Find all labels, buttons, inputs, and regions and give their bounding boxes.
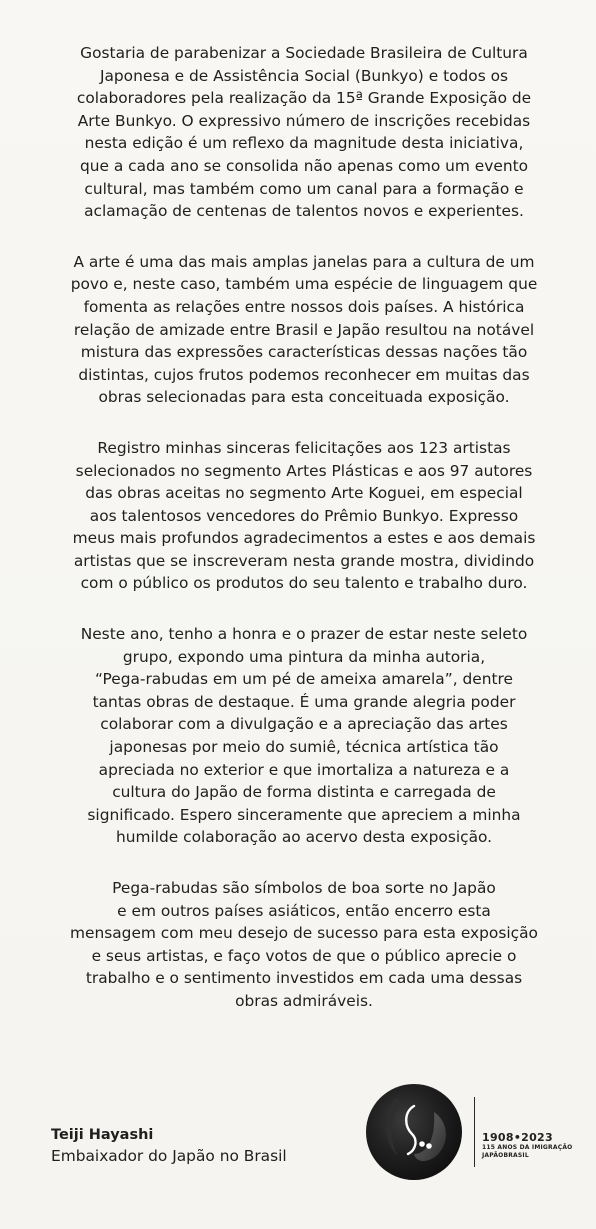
paragraph-line: cultural, mas também como um canal para a formação e xyxy=(84,179,524,198)
paragraph-line: Japonesa e de Assistência Social (Bunkyo) e todos os xyxy=(99,66,509,85)
logo-dot xyxy=(419,1141,425,1147)
paragraph-line: cultura do Japão de forma distinta e carregada de xyxy=(112,783,496,802)
paragraph-line: relação de amizade entre Brasil e Japão resultou na notável xyxy=(73,320,535,339)
paragraph xyxy=(34,877,574,1013)
paragraph-line: colaborar com a divulgação e a apreciação das artes xyxy=(100,715,508,734)
logo-caption-line2: JAPÃOBRASIL xyxy=(482,1152,529,1159)
paragraph-line: com o público os produtos do seu talento e trabalho duro. xyxy=(80,574,528,593)
signatory-title: Embaixador do Japão no Brasil xyxy=(51,1147,287,1165)
paragraph xyxy=(34,437,574,595)
paragraph-line: grupo, expondo uma pintura da minha autoria, xyxy=(122,647,486,666)
signatory-name: Teiji Hayashi xyxy=(51,1127,154,1143)
paragraph-line: tantas obras de destaque. É uma grande alegria poder xyxy=(92,692,516,711)
paragraph-line: Registro minhas sinceras felicitações aos 123 artistas xyxy=(97,438,511,457)
paragraph-line: que a cada ano se consolida não apenas como um evento xyxy=(79,156,529,175)
paragraph-line: fomenta as relações entre nossos dois países. A histórica xyxy=(83,297,525,316)
paragraph-line: artistas que se inscreveram nesta grande mostra, dividindo xyxy=(73,551,535,570)
signature-block xyxy=(51,1125,287,1167)
logo-years: 1908•2023 xyxy=(482,1131,553,1144)
paragraph xyxy=(34,42,574,223)
paragraph-line: apreciada no exterior e que imortaliza a natureza e a xyxy=(98,760,510,779)
paragraph-line: Gostaria de parabenizar a Sociedade Brasileira de Cultura xyxy=(80,44,528,62)
paragraph-line: Arte Bunkyo. O expressivo número de inscrições recebidas xyxy=(77,111,531,130)
paragraph-line: obras selecionadas para esta conceituada exposição. xyxy=(98,388,510,407)
paragraph-line: Pega-rabudas são símbolos de boa sorte no Japão xyxy=(112,879,496,897)
paragraph-line: trabalho e o sentimento investidos em cada uma dessas xyxy=(85,969,523,988)
paragraph-line: povo e, neste caso, também uma espécie de linguagem que xyxy=(70,275,538,294)
logo-divider xyxy=(474,1097,475,1167)
paragraph-line: “Pega-rabudas em um pé de ameixa amarela”, dentre xyxy=(95,670,513,689)
paragraph xyxy=(34,251,574,409)
logo-caption-line1: 115 ANOS DA IMIGRAÇÃO xyxy=(482,1144,573,1151)
paragraph-line: nesta edição é um reflexo da magnitude desta iniciativa, xyxy=(84,134,524,153)
immigration-anniversary-logo xyxy=(364,1082,464,1182)
paragraph-line: aos talentosos vencedores do Prêmio Bunkyo. Expresso xyxy=(89,506,519,525)
logo-caption xyxy=(482,1132,572,1160)
paragraph-line: obras admiráveis. xyxy=(235,991,373,1010)
paragraph-line: distintas, cujos frutos podemos reconhecer em muitas das xyxy=(78,365,530,384)
logo-disc xyxy=(366,1084,462,1180)
paragraph-line: das obras aceitas no segmento Arte Koguei, em especial xyxy=(85,484,523,503)
letter-body xyxy=(34,42,574,1041)
paragraph-line: e em outros países asiáticos, então encerro esta xyxy=(117,901,491,920)
paragraph-line: selecionados no segmento Artes Plásticas e aos 97 autores xyxy=(75,461,533,480)
paragraph-line: significado. Espero sinceramente que apreciem a minha xyxy=(87,805,521,824)
paragraph-line: e seus artistas, e faço votos de que o público aprecie o xyxy=(91,946,517,965)
paragraph-line: japonesas por meio do sumiê, técnica artística tão xyxy=(109,738,499,757)
paragraph-line: humilde colaboração ao acervo desta exposição. xyxy=(115,828,493,847)
paragraph-line: colaboradores pela realização da 15ª Grande Exposição de xyxy=(76,89,532,108)
paragraph-line: aclamação de centenas de talentos novos e experientes. xyxy=(84,202,524,221)
paragraph-line: A arte é uma das mais amplas janelas para a cultura de um xyxy=(73,252,535,271)
paragraph-line: meus mais profundos agradecimentos a estes e aos demais xyxy=(72,529,536,548)
paragraph-line: mensagem com meu desejo de sucesso para esta exposição xyxy=(70,924,538,943)
paragraph-line: mistura das expressões características dessas nações tão xyxy=(80,343,528,362)
logo-dot xyxy=(426,1143,432,1149)
paragraph-line: Neste ano, tenho a honra e o prazer de estar neste seleto xyxy=(80,625,528,644)
paragraph xyxy=(34,623,574,849)
